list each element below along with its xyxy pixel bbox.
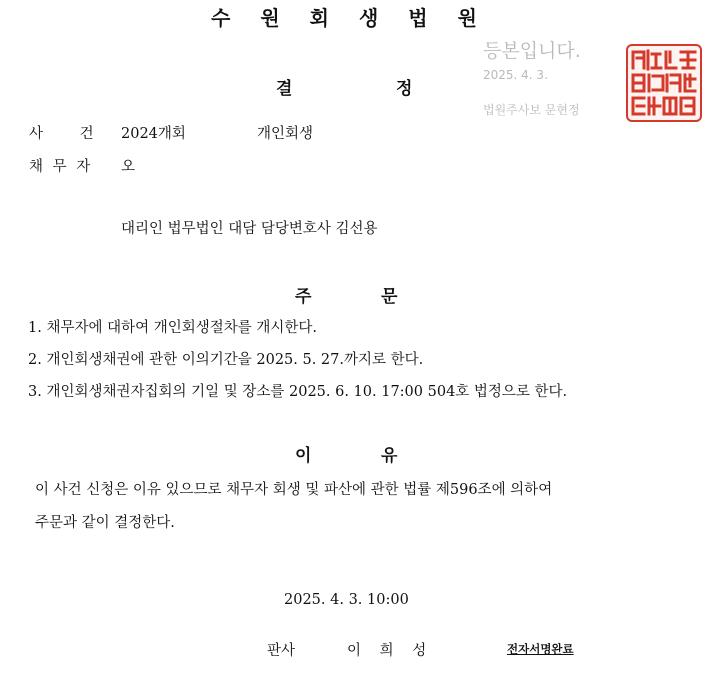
order-item-1: 1. 채무자에 대하여 개인회생절차를 개시한다. [28, 320, 318, 336]
case-number: 2024개회 [121, 126, 186, 142]
certified-date: 2025. 4. 3. [483, 68, 548, 82]
decision-datetime: 2025. 4. 3. 10:00 [284, 592, 409, 608]
e-signature-mark: 전자서명완료 [507, 642, 574, 656]
clerk-name: 법원주사보 문현정 [483, 103, 580, 117]
judge-name: 이 희 성 [347, 643, 427, 659]
reason-line-2: 주문과 같이 결정한다. [35, 515, 175, 531]
order-heading-left: 주 [295, 287, 312, 307]
court-seal [626, 44, 702, 122]
reason-line-1: 이 사건 신청은 이유 있으므로 채무자 회생 및 파산에 관한 법률 제596조에 의하여 [35, 482, 553, 498]
decision-title-right: 정 [396, 79, 413, 99]
legal-agent: 대리인 법무법인 대담 담당변호사 김선용 [121, 221, 378, 237]
reason-heading-left: 이 [295, 446, 312, 466]
case-label: 사 건 [29, 126, 94, 142]
order-item-2: 2. 개인회생채권에 관한 이의기간을 2025. 5. 27.까지로 한다. [28, 352, 424, 368]
order-item-3: 3. 개인회생채권자집회의 기일 및 장소를 2025. 6. 10. 17:00 504호 법정으로 한다. [28, 384, 568, 400]
decision-title-left: 결 [276, 79, 293, 99]
order-heading-right: 문 [381, 287, 398, 307]
certified-copy-label: 등본입니다. [483, 40, 581, 62]
case-type: 개인회생 [257, 126, 314, 142]
debtor-label: 채 무 자 [29, 159, 91, 175]
court-name: 수원회생법원 [211, 6, 507, 30]
reason-heading-right: 유 [381, 446, 398, 466]
judge-label: 판사 [267, 643, 296, 659]
debtor-name: 오 [121, 159, 136, 175]
